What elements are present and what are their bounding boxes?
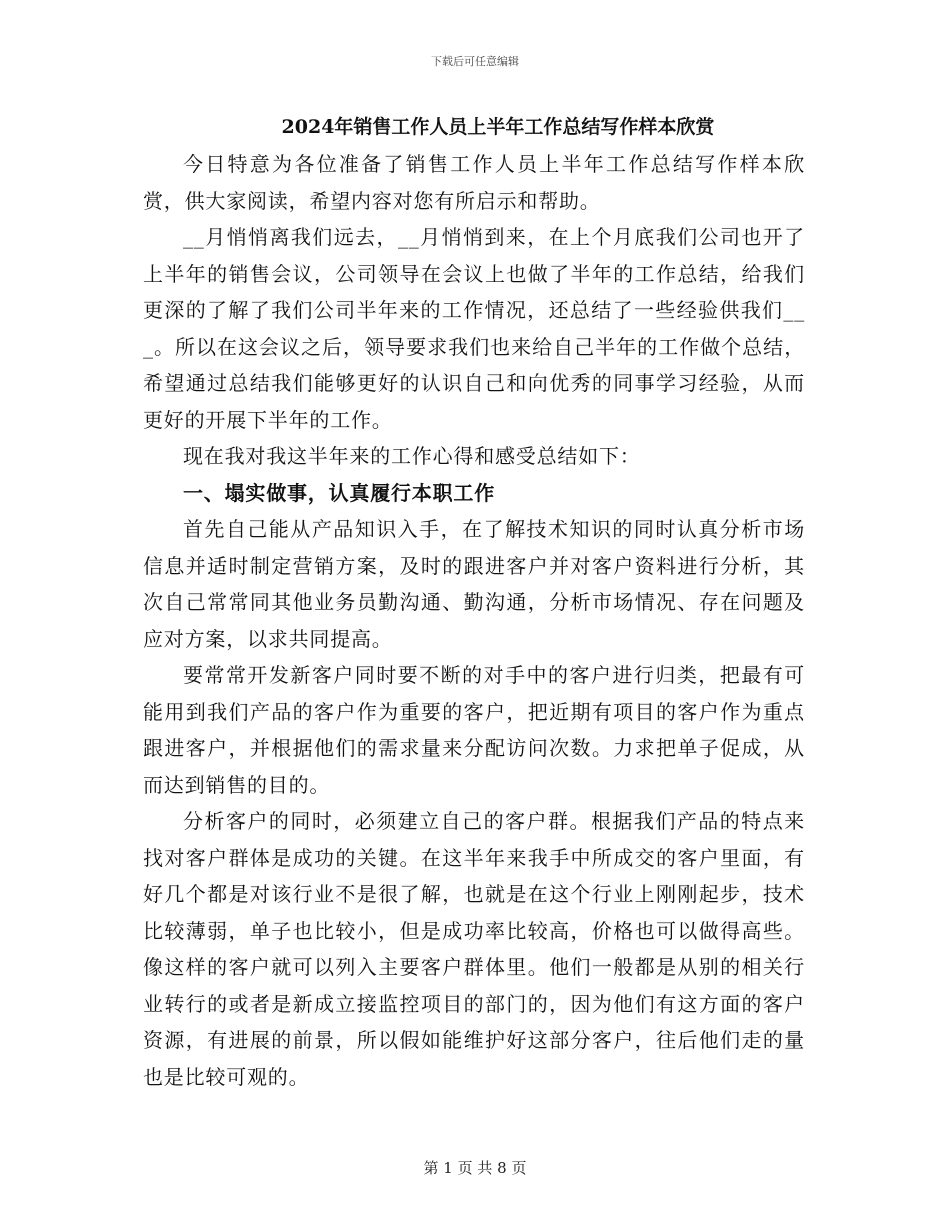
document-body (143, 112, 805, 1095)
body-paragraph: __月悄悄离我们远去，__月悄悄到来，在上个月底我们公司也开了上半年的销售会议，公司领导在会议上也做了半年的工作总结，给我们更深的了解了我们公司半年来的工作情况，还总结了一些经验供我们___。所以在这会议之后，领导要求我们也来给自己半年的工作做个总结，希望通过总结我们能够更好的认识自己和向优秀的同事学习经验，从而更好的开展下半年的工作。 (143, 225, 805, 432)
summary-lead-paragraph: 现在我对我这半年来的工作心得和感受总结如下： (183, 444, 641, 468)
section-paragraph: 分析客户的同时，必须建立自己的客户群。根据我们产品的特点来找对客户群体是成功的关键。在这半年来我手中所成交的客户里面，有好几个都是对该行业不是很了解，也就是在这个行业上刚刚起步，技术比较薄弱，单子也比较小，但是成功率比较高，价格也可以做得高些。像这样的客户就可以列入主要客户群体里。他们一般都是从别的相关行业转行的或者是新成立接监控项目的部门的，因为他们有这方面的客户资源，有进展的前景，所以假如能维护好这部分客户，往后他们走的量也是比较可观的。 (143, 809, 805, 1089)
page-number: 第 1 页 共 8 页 (423, 1159, 527, 1177)
section-paragraph: 首先自己能从产品知识入手，在了解技术知识的同时认真分析市场信息并适时制定营销方案，及时的跟进客户并对客户资料进行分析，其次自己常常同其他业务员勤沟通、勤沟通，分析市场情况、存在问题及应对方案，以求共同提高。 (143, 517, 805, 651)
intro-paragraph: 今日特意为各位准备了销售工作人员上半年工作总结写作样本欣赏，供大家阅读，希望内容对您有所启示和帮助。 (143, 152, 805, 213)
document-title: 2024年销售工作人员上半年工作总结写作样本欣赏 (281, 116, 715, 138)
section-paragraph: 要常常开发新客户同时要不断的对手中的客户进行归类，把最有可能用到我们产品的客户作为重要的客户，把近期有项目的客户作为重点跟进客户，并根据他们的需求量来分配访问次数。力求把单子促成，从而达到销售的目的。 (143, 663, 805, 797)
header-note: 下载后可任意编辑 (431, 55, 519, 68)
section-heading: 一、塌实做事，认真履行本职工作 (183, 480, 495, 505)
